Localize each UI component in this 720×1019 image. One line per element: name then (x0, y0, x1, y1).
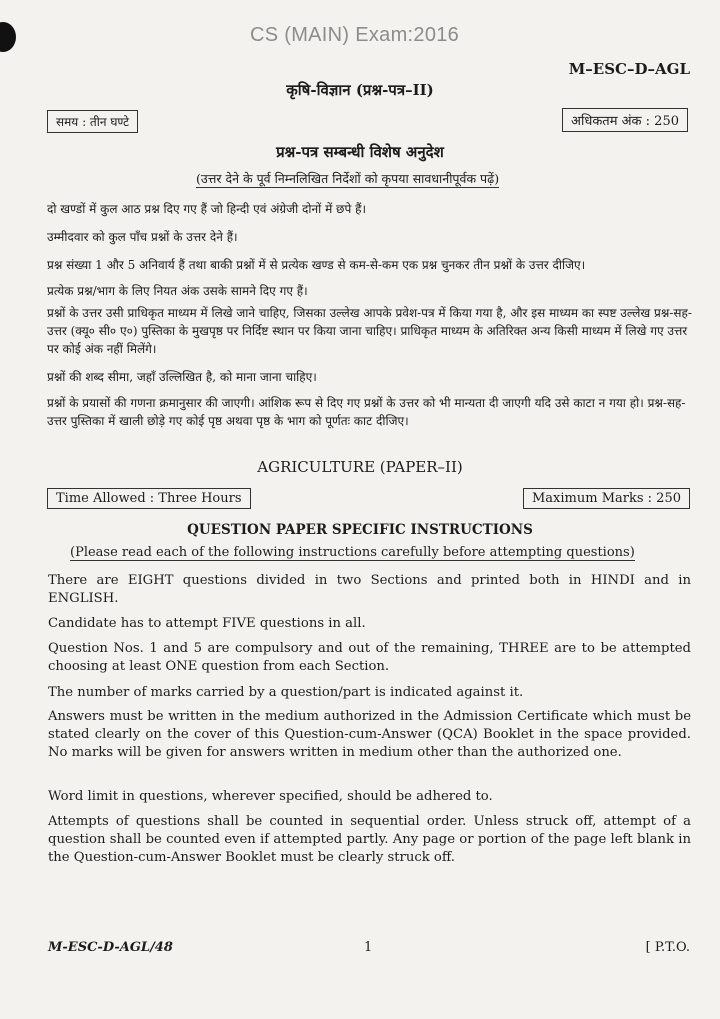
instructions-heading-hindi: प्रश्न-पत्र सम्बन्धी विशेष अनुदेश (276, 143, 444, 161)
marks-box-hindi: अधिकतम अंक : 250 (562, 108, 688, 132)
english-instruction: Answers must be written in the medium authorized in the Admission Certificate which must be stated clearly on the cover of this Question-cum-Answer (QCA) Booklet in the space provided. No marks will be given for answers written in medium other than the authorized one. (48, 709, 691, 760)
time-box-hindi: समय : तीन घण्टे (47, 110, 138, 133)
instructions-sub-english: (Please read each of the following instructions carefully before attempting questions) (70, 545, 635, 560)
page-number: 1 (364, 940, 373, 955)
exam-stamp: CS (MAIN) Exam:2016 (250, 24, 460, 46)
footer-code: M-ESC-D-AGL/48 (48, 940, 173, 955)
english-instruction: Word limit in questions, wherever specified, should be adhered to. (48, 789, 493, 804)
hindi-instruction: प्रश्नों के प्रयासों की गणना क्रमानुसार की जाएगी। आंशिक रूप से दिए गए प्रश्नों के उत्तर को भी मान्यता दी जाएगी यदि उसे काटा न गया हो। प्रश्न-सह-उत्तर पुस्तिका में खाली छोड़े गए कोई पृष्ठ अथवा पृष्ठ के भाग को पूर्णतः काट दीजिए। (47, 396, 686, 428)
instructions-sub-hindi: (उत्तर देने के पूर्व निम्नलिखित निर्देशों को कृपया सावधानीपूर्वक पढ़ें) (196, 171, 500, 186)
punch-hole (0, 22, 16, 52)
hindi-instruction: उम्मीदवार को कुल पाँच प्रश्नों के उत्तर देने हैं। (47, 230, 238, 244)
instructions-heading-english: QUESTION PAPER SPECIFIC INSTRUCTIONS (187, 522, 533, 538)
hindi-instruction: प्रश्नों की शब्द सीमा, जहाँ उल्लिखित है, को माना जाना चाहिए। (47, 370, 317, 384)
hindi-instruction: प्रश्न संख्या 1 और 5 अनिवार्य हैं तथा बाकी प्रश्नों में से प्रत्येक खण्ड से कम-से-कम एक प्रश्न चुनकर तीन प्रश्नों के उत्तर दीजिए। (47, 258, 586, 272)
hindi-instruction: दो खण्डों में कुल आठ प्रश्न दिए गए हैं जो हिन्दी एवं अंग्रेजी दोनों में छपे हैं। (47, 202, 367, 216)
hindi-instruction: प्रत्येक प्रश्न/भाग के लिए नियत अंक उसके सामने दिए गए हैं। (47, 284, 308, 298)
title-hindi: कृषि-विज्ञान (प्रश्न-पत्र–II) (286, 81, 434, 99)
paper-code: M–ESC–D–AGL (568, 60, 690, 78)
marks-box-english: Maximum Marks : 250 (523, 488, 690, 509)
english-instruction: Question Nos. 1 and 5 are compulsory and out of the remaining, THREE are to be attempted choosing at least ONE question from each Section. (48, 641, 691, 674)
time-box-english: Time Allowed : Three Hours (47, 488, 251, 509)
english-instruction: Candidate has to attempt FIVE questions in all. (48, 616, 366, 631)
english-instruction: The number of marks carried by a question/part is indicated against it. (48, 685, 524, 700)
english-instruction: Attempts of questions shall be counted in sequential order. Unless struck off, attempt of a question shall be counted even if attempted partly. Any page or portion of the page left blank in the Question-cum-Answer Booklet must be clearly struck off. (48, 814, 691, 865)
english-instruction: There are EIGHT questions divided in two Sections and printed both in HINDI and in ENGLISH. (48, 573, 691, 606)
title-english: AGRICULTURE (PAPER–II) (257, 458, 463, 476)
hindi-instruction: प्रश्नों के उत्तर उसी प्राधिकृत माध्यम में लिखे जाने चाहिए, जिसका उल्लेख आपके प्रवेश-पत्र में किया गया है, और इस माध्यम का स्पष्ट उल्लेख प्रश्न-सह-उत्तर (क्यू० सी० ए०) पुस्तिका के मुखपृष्ठ पर निर्दिष्ट स्थान पर किया जाना चाहिए। प्राधिकृत माध्यम के अतिरिक्त अन्य किसी माध्यम में लिखे गए उत्तर पर कोई अंक नहीं मिलेंगे। (47, 306, 692, 356)
pto-label: [ P.T.O. (645, 940, 690, 955)
